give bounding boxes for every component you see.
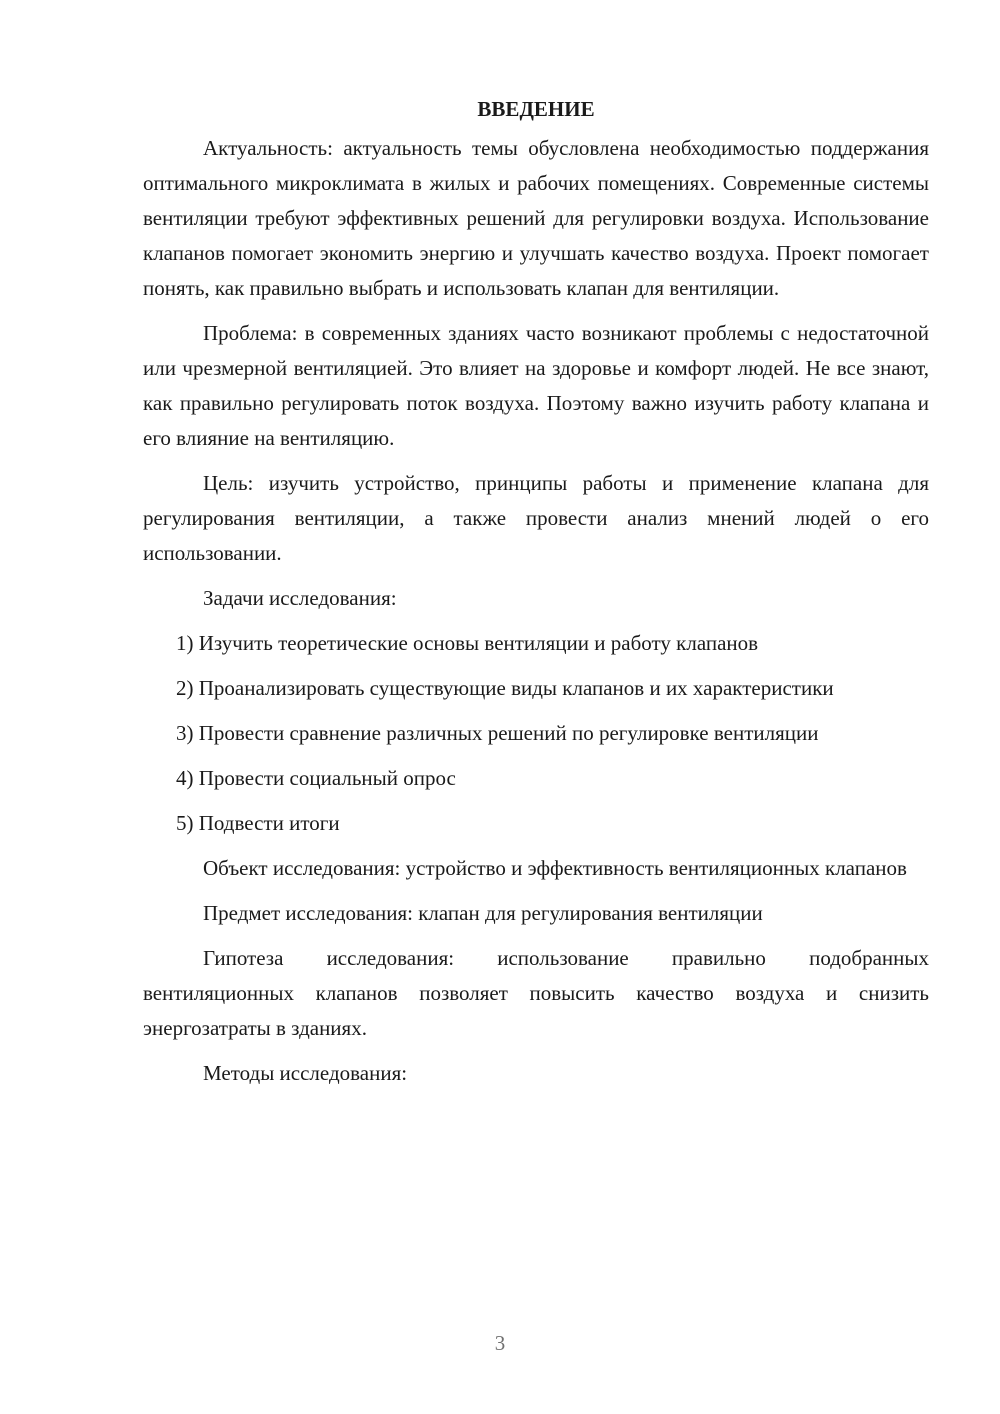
task-item-4: 4) Провести социальный опрос: [176, 766, 456, 790]
task-item-1: 1) Изучить теоретические основы вентиляции и работу клапанов: [176, 631, 759, 655]
paragraph-methods: Методы исследования:: [203, 1061, 408, 1085]
paragraph-subject: Предмет исследования: клапан для регулирования вентиляции: [203, 901, 763, 925]
paragraph-hypothesis: Гипотеза исследования: использование правильно подобранных вентиляционных клапанов позволяет повысить качество воздуха и снизить энергозатраты в зданиях.: [143, 946, 929, 1040]
paragraph-object: Объект исследования: устройство и эффективность вентиляционных клапанов: [203, 856, 907, 880]
document-body: [143, 92, 929, 1101]
paragraph-relevance: Актуальность: актуальность темы обусловлена необходимостью поддержания оптимального микроклимата в жилых и рабочих помещениях. Современные системы вентиляции требуют эффективных решений для регулировки воздуха. Использование клапанов помогает экономить энергию и улучшать качество воздуха. Проект помогает понять, как правильно выбрать и использовать клапан для вентиляции.: [143, 136, 929, 300]
page-number: 3: [494, 1331, 506, 1355]
section-title: ВВЕДЕНИЕ: [477, 97, 595, 121]
task-item-3: 3) Провести сравнение различных решений по регулировке вентиляции: [176, 721, 819, 745]
paragraph-problem: Проблема: в современных зданиях часто возникают проблемы с недостаточной или чрезмерной вентиляцией. Это влияет на здоровье и комфорт людей. Не все знают, как правильно регулировать поток воздуха. Поэтому важно изучить работу клапана и его влияние на вентиляцию.: [143, 321, 929, 450]
paragraph-goal: Цель: изучить устройство, принципы работы и применение клапана для регулирования вентиляции, а также провести анализ мнений людей о его использовании.: [143, 471, 929, 565]
task-item-5: 5) Подвести итоги: [176, 811, 340, 835]
task-item-2: 2) Проанализировать существующие виды клапанов и их характеристики: [176, 676, 834, 700]
paragraph-tasks-heading: Задачи исследования:: [203, 586, 397, 610]
